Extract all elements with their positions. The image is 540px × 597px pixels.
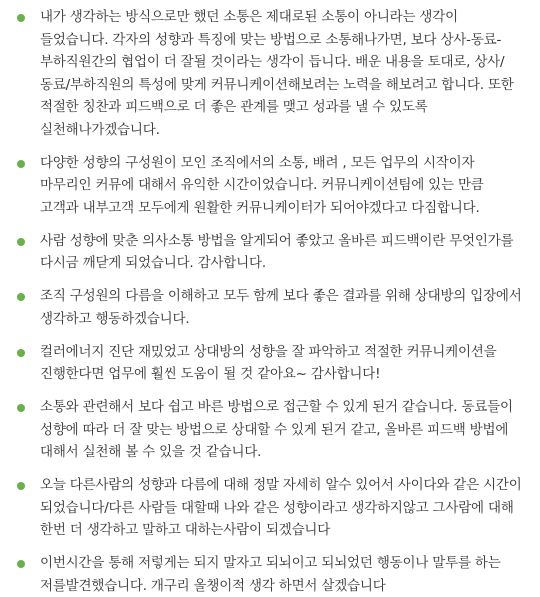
bullet-dot-icon <box>17 560 25 568</box>
bullet-dot-icon <box>17 482 25 490</box>
list-item <box>14 552 526 597</box>
bullet-dot-icon <box>17 14 25 22</box>
list-item <box>14 396 526 464</box>
list-item-text: 컬러에너지 진단 재밌었고 상대방의 성향을 잘 파악하고 적절한 커뮤니케이션을 진행한다면 업무에 훨씬 도움이 될 것 같아요~ 감사합니다! <box>40 343 497 382</box>
list-item <box>14 285 526 330</box>
list-item <box>14 230 526 275</box>
bullet-dot-icon <box>17 293 25 301</box>
list-item-text: 이번시간을 통해 저렇게는 되지 말자고 되뇌이고 되뇌었던 행동이나 말투를 하는 저를발견했습니다. 개구리 올챙이적 생각 하면서 살겠습니다 <box>40 555 501 594</box>
bullet-dot-icon <box>17 349 25 357</box>
list-item-text: 내가 생각하는 방식으로만 했던 소통은 제대로된 소통이 아니라는 생각이 들었습니다. 각자의 성향과 특징에 맞는 방법으로 소통해나가면, 보다 상사-동료-부하직원간의 협업이 더 잘될 것이라는 생각이 듭니다. 배운 내용을 토대로, 상사/동료/부하직원의 특성에 맞게 커뮤니케이션해보려는 노력을 해보려고 합니다. 또한 적절한 칭찬과 피드백으로 더 좋은 관계를 맺고 성과를 낼 수 있도록 실천해나가겠습니다. <box>40 9 514 138</box>
list-item-text: 오늘 다른사람의 성향과 다름에 대해 정말 자세히 알수 있어서 사이다와 같은 시간이 되었습니다/다른 사람들 대할때 나와 같은 성향이라고 생각하지않고 그사람에 대해 한번 더 생각하고 말하고 대하는사람이 되겠습니다 <box>40 477 522 538</box>
list-item <box>14 152 526 220</box>
bullet-dot-icon <box>17 160 25 168</box>
bullet-dot-icon <box>17 404 25 412</box>
list-item-text: 다양한 성향의 구성원이 모인 조직에서의 소통, 배려 , 모든 업무의 시작이자 마무리인 커뮤에 대해서 유익한 시간이었습니다. 커뮤니케이션팀에 있는 만큼 고객과 내부고객 모두에게 원활한 커뮤니케이터가 되어야겠다고 다짐합니다. <box>40 154 484 216</box>
bullet-dot-icon <box>17 238 25 246</box>
list-item <box>14 6 526 141</box>
list-item-text: 사람 성향에 맞춘 의사소통 방법을 알게되어 좋았고 올바른 피드백이란 무엇인가를 다시금 깨닫게 되었습니다. 감사합니다. <box>40 232 514 271</box>
list-item-text: 조직 구성원의 다름을 이해하고 모두 함께 보다 좋은 결과를 위해 상대방의 입장에서 생각하고 행동하겠습니다. <box>40 288 522 327</box>
list-item-text: 소통와 관련해서 보다 쉽고 바른 방법으로 접근할 수 있게 된거 같습니다. 동료들이 성향에 따라 더 잘 맞는 방법으로 상대할 수 있게 된거 같고, 올바른 피드백 방법에 대해서 실천해 볼 수 있을 것 같습니다. <box>40 399 513 460</box>
list-item <box>14 474 526 542</box>
list-item <box>14 341 526 386</box>
